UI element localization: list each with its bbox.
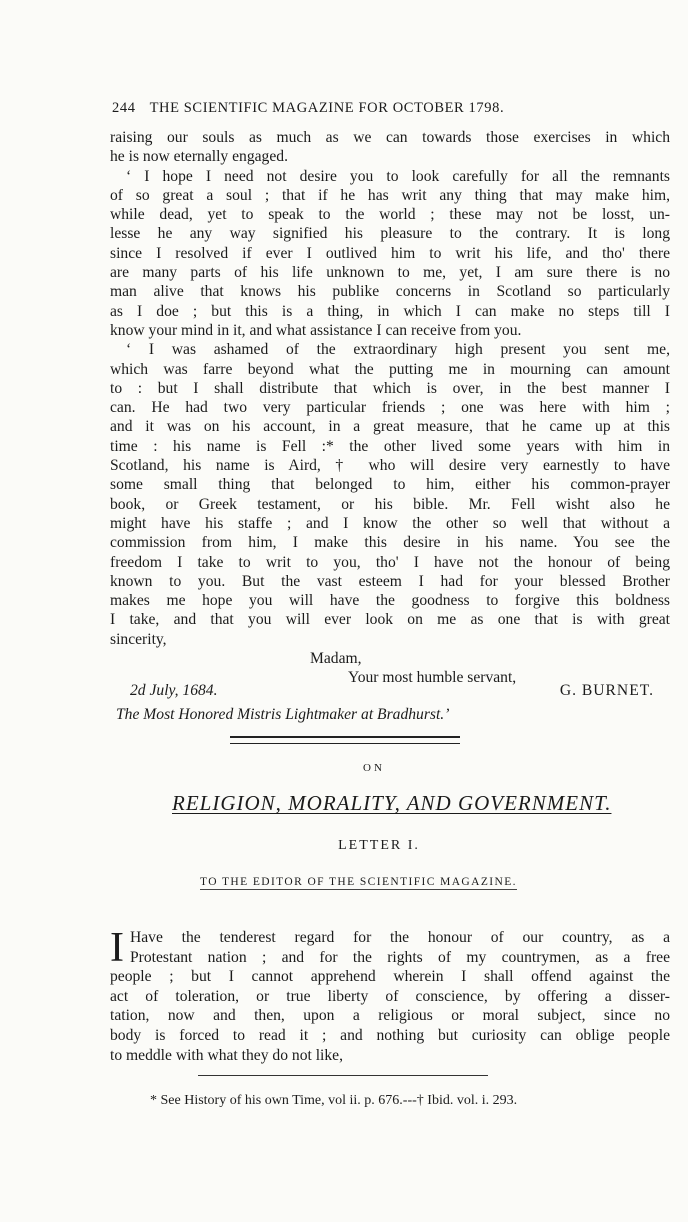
drop-cap: I (110, 925, 124, 971)
text-line: body is forced to read it ; and nothing but curiosity can oblige people (110, 1026, 670, 1044)
text-line: Have the tenderest regard for the honour of our country, as a (130, 929, 670, 946)
text-line: sincerity, (110, 630, 167, 648)
article-body (110, 925, 670, 1065)
text-line: since I resolved if ever I outlived him to writ his life, and tho' there (110, 244, 670, 262)
text-line: lesse he any way signified his pleasure to the contrary. It is long (110, 225, 670, 243)
text-line: ‘ I hope I need not desire you to look carefully for all the remnants (126, 167, 670, 185)
letter-closing: Madam, (310, 650, 362, 668)
running-head (112, 100, 667, 117)
text-line: freedom I take to writ to you, tho' I have not the honour of being (110, 553, 670, 571)
letter-valediction: Your most humble servant, (348, 669, 517, 687)
text-line: he is now eternally engaged. (110, 148, 288, 166)
text-line: I take, and that you will ever look on me as one that is with great (110, 611, 670, 629)
text-line: can. He had two very particular friends ; one was here with him ; (110, 399, 670, 417)
text-line: act of toleration, or true liberty of conscience, by offering a disser- (110, 987, 670, 1005)
text-line: know your mind in it, and what assistance I can receive from you. (110, 321, 522, 339)
text-line: book, or Greek testament, or his bible. Mr. Fell wisht also he (110, 495, 670, 513)
text-line: time : his name is Fell :* the other lived some years with him in (110, 437, 670, 455)
text-line: raising our souls as much as we can towards those exercises in which (110, 129, 670, 146)
page-number: 244 (112, 100, 136, 116)
text-line: people ; but I cannot apprehend wherein I shall offend against the (110, 968, 670, 986)
text-line: Protestant nation ; and for the rights of my countrymen, as a free (130, 948, 670, 966)
running-title: THE SCIENTIFIC MAGAZINE FOR OCTOBER 1798. (149, 100, 505, 116)
text-line: to meddle with what they do not like, (110, 1046, 344, 1064)
text-line: man alive that knows his publike concerns in Scotland so particularly (110, 283, 670, 301)
text-line: makes me hope you will have the goodness to forgive this boldness (110, 592, 670, 610)
section-divider (230, 736, 460, 744)
text-line: to : but I shall distribute that which is over, in the best manner I (110, 379, 670, 397)
letter-date: 2d July, 1684. (130, 682, 218, 699)
letter-author: G. BURNET. (559, 682, 654, 699)
text-line: are many parts of his life unknown to me, yet, I am sure there is no (110, 264, 670, 282)
text-line: some small thing that belonged to him, either his common-prayer (110, 476, 670, 494)
text-line: of so great a soul ; that if he has writ any thing that may make him, (110, 186, 670, 204)
article-prefix: ON (363, 762, 385, 774)
text-line: Scotland, his name is Aird, † who will desire very earnestly to have (110, 457, 670, 475)
text-line: and it was on his account, in a great measure, that he came up at this (110, 418, 670, 436)
letter-continued-text (110, 128, 670, 688)
text-line: while dead, yet to speak to the world ; these may not be losst, un- (110, 206, 670, 224)
footnote-rule (198, 1075, 488, 1076)
text-line: commission from him, I make this desire in his name. You see the (110, 534, 670, 552)
footnote: * See History of his own Time, vol ii. p. 676.---† Ibid. vol. i. 293. (150, 1093, 518, 1108)
text-line: which was farre beyond what the putting me in mourning can amount (110, 360, 670, 378)
letter-salutation: TO THE EDITOR OF THE SCIENTIFIC MAGAZINE. (200, 876, 517, 888)
letter-heading: LETTER I. (338, 838, 420, 853)
text-line: as I doe ; but this is a thing, in which I can make no steps till I (110, 302, 670, 320)
article-title: RELIGION, MORALITY, AND GOVERNMENT. (172, 791, 612, 815)
letter-address: The Most Honored Mistris Lightmaker at Bradhurst.’ (116, 706, 450, 723)
text-line: might have his staffe ; and I know the other so well that without a (110, 514, 670, 532)
text-line: known to you. But the vast esteem I had for your blessed Brother (110, 572, 670, 590)
text-line: ‘ I was ashamed of the extraordinary high present you sent me, (126, 341, 670, 359)
text-line: tation, now and then, upon a religious or moral subject, since no (110, 1007, 670, 1025)
letter-dateline (130, 682, 654, 700)
